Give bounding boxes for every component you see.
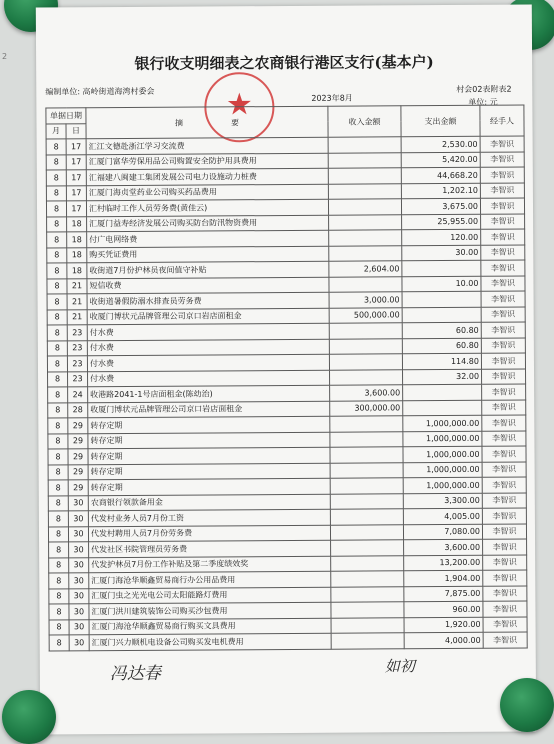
page-title: 银行收支明细表之农商银行港区支行(基本户): [134, 53, 434, 73]
form-code: 村会02表附表2: [456, 84, 512, 94]
expense-cell: 60.80: [402, 338, 481, 354]
month-cell: 8: [49, 542, 69, 558]
handler-cell: 李智识: [481, 291, 525, 307]
income-cell: [330, 478, 403, 494]
expense-cell: 7,875.00: [404, 586, 483, 602]
month-cell: 8: [47, 294, 67, 310]
day-cell: 17: [66, 139, 86, 155]
day-cell: 28: [68, 402, 88, 418]
income-cell: [329, 230, 402, 246]
summary-cell: 付广电网络费: [87, 230, 329, 247]
handler-cell: 李智识: [483, 539, 527, 555]
day-cell: 17: [66, 170, 86, 186]
summary-cell: 收港路2041-1号店面租金(陈幼治): [88, 385, 330, 402]
day-cell: 30: [69, 604, 89, 620]
summary-cell: 汇厦门兴力顺机电设备公司购买发电机费用: [89, 633, 331, 650]
summary-cell: 汇厦门富华劳保用品公司购置安全防护用具费用: [86, 153, 328, 170]
summary-cell: 付水费: [87, 323, 329, 340]
income-cell: [330, 509, 403, 525]
expense-cell: 1,904.00: [404, 570, 483, 586]
day-cell: 30: [69, 542, 89, 558]
pushpin-bottom-right: [500, 678, 554, 732]
handler-cell: 李智识: [483, 617, 527, 633]
income-cell: [331, 602, 404, 618]
expense-cell: 1,000,000.00: [403, 462, 482, 478]
expense-cell: 1,000,000.00: [403, 477, 482, 493]
expense-cell: 4,000.00: [404, 632, 483, 648]
month-cell: 8: [49, 573, 69, 589]
day-cell: 30: [69, 619, 89, 635]
expense-cell: 1,000,000.00: [403, 431, 482, 447]
income-cell: [329, 214, 402, 230]
handler-cell: 李智识: [482, 508, 526, 524]
day-cell: 23: [67, 356, 87, 372]
day-cell: 23: [67, 340, 87, 356]
summary-cell: 转存定期: [88, 478, 330, 495]
summary-cell: 收厦门博状元品牌管理公司京口岩店面租金: [87, 308, 329, 325]
summary-cell: 付水费: [88, 370, 330, 387]
day-cell: 29: [68, 418, 88, 434]
day-cell: 29: [68, 449, 88, 465]
income-cell: [330, 462, 403, 478]
income-cell: 300,000.00: [330, 400, 403, 416]
handler-cell: 李智识: [480, 198, 524, 214]
summary-cell: 转存定期: [88, 432, 330, 449]
income-cell: [330, 431, 403, 447]
day-cell: 30: [69, 573, 89, 589]
handler-cell: 李智识: [480, 136, 524, 152]
table-header-row: [46, 105, 524, 123]
income-cell: 3,000.00: [329, 292, 402, 308]
summary-cell: 收街道暑假防溺水排查员劳务费: [87, 292, 329, 309]
income-header: 收入金额: [328, 106, 401, 137]
income-cell: [331, 586, 404, 602]
expense-cell: [403, 384, 482, 400]
summary-cell: 付水费: [87, 339, 329, 356]
expense-cell: 1,000,000.00: [403, 446, 482, 462]
handler-cell: 李智识: [481, 338, 525, 354]
handler-cell: 李智识: [481, 214, 525, 230]
day-cell: 18: [67, 247, 87, 263]
income-cell: [329, 323, 402, 339]
summary-cell: 转存定期: [88, 463, 330, 480]
expense-cell: 3,675.00: [401, 198, 480, 214]
day-cell: 17: [66, 154, 86, 170]
month-cell: 8: [47, 325, 67, 341]
day-cell: 18: [67, 216, 87, 232]
summary-header: 摘 要: [86, 106, 328, 138]
month-cell: 8: [48, 418, 68, 434]
summary-cell: 农商银行领款备用金: [88, 494, 330, 511]
income-cell: [328, 152, 401, 168]
expense-cell: 5,420.00: [401, 152, 480, 168]
handler-cell: 李智识: [483, 632, 527, 648]
month-cell: 8: [46, 154, 66, 170]
expense-cell: 10.00: [402, 276, 481, 292]
handler-cell: 李智识: [482, 415, 526, 431]
day-header: 日: [66, 123, 86, 139]
handler-cell: 李智识: [483, 601, 527, 617]
summary-cell: 代发村业务人员7月份工资: [88, 509, 330, 526]
month-cell: 8: [47, 263, 67, 279]
income-cell: [331, 571, 404, 587]
day-cell: 21: [67, 278, 87, 294]
handler-cell: 李智识: [482, 400, 526, 416]
handler-cell: 李智识: [482, 493, 526, 509]
day-cell: 23: [67, 325, 87, 341]
handler-cell: 李智识: [480, 167, 524, 183]
income-cell: [329, 276, 402, 292]
handler-cell: 李智识: [481, 353, 525, 369]
day-cell: 30: [68, 526, 88, 542]
day-cell: 30: [69, 588, 89, 604]
handler-cell: 李智识: [482, 477, 526, 493]
expense-cell: 2,530.00: [401, 136, 480, 152]
month-cell: 8: [47, 340, 67, 356]
expense-cell: 3,600.00: [404, 539, 483, 555]
day-cell: 30: [69, 635, 89, 651]
signature-left: 冯达春: [109, 663, 161, 685]
expense-cell: [402, 260, 481, 276]
handler-cell: 李智识: [482, 462, 526, 478]
income-cell: [331, 540, 404, 556]
expense-cell: 1,202.10: [401, 183, 480, 199]
unit-label: 编制单位: 高岭街道海湾村委会: [45, 86, 155, 97]
income-cell: [329, 245, 402, 261]
summary-cell: 代发社区书院管理员劳务费: [89, 540, 331, 557]
summary-cell: 代发村聘用人员7月份劳务费: [88, 525, 330, 542]
summary-cell: 汇福建八闽建工集团发展公司电力设施动力桩费: [86, 168, 328, 185]
summary-cell: 汇厦门海沧华顺鑫贸易商行办公用品费用: [89, 571, 331, 588]
month-header: 月: [46, 123, 66, 139]
ledger-table: [45, 105, 527, 651]
income-cell: [328, 199, 401, 215]
handler-cell: 李智识: [480, 152, 524, 168]
income-cell: [331, 555, 404, 571]
month-cell: 8: [49, 557, 69, 573]
handler-cell: 李智识: [483, 555, 527, 571]
summary-cell: 转存定期: [88, 447, 330, 464]
seal-star-icon: ★: [225, 87, 253, 123]
day-cell: 30: [69, 557, 89, 573]
summary-cell: 代发护林员7月份工作补贴及第二季度绩效奖: [89, 556, 331, 573]
day-cell: 29: [68, 464, 88, 480]
handler-cell: 李智识: [482, 524, 526, 540]
income-cell: [330, 447, 403, 463]
day-cell: 23: [68, 371, 88, 387]
income-cell: [328, 183, 401, 199]
expense-cell: 44,668.20: [401, 167, 480, 183]
month-cell: 8: [47, 216, 67, 232]
handler-cell: 李智识: [481, 276, 525, 292]
month-cell: 8: [49, 635, 69, 651]
handler-cell: 李智识: [481, 369, 525, 385]
income-cell: [328, 168, 401, 184]
handler-cell: 李智识: [483, 570, 527, 586]
day-cell: 24: [68, 387, 88, 403]
expense-cell: 32.00: [403, 369, 482, 385]
expense-cell: 60.80: [402, 322, 481, 338]
day-cell: 18: [67, 263, 87, 279]
income-cell: [328, 137, 401, 153]
currency-unit: 单位: 元: [468, 97, 498, 107]
handler-cell: 李智识: [480, 183, 524, 199]
pushpin-bottom-left: [2, 690, 56, 744]
expense-cell: 25,955.00: [402, 214, 481, 230]
summary-cell: 付水费: [87, 354, 329, 371]
side-mark: 2: [2, 52, 8, 61]
handler-cell: 李智识: [481, 245, 525, 261]
income-cell: [331, 617, 404, 633]
summary-cell: 汇厦门海贞堂药业公司购买药品费用: [86, 184, 328, 201]
month-cell: 8: [46, 185, 66, 201]
handler-cell: 李智识: [481, 229, 525, 245]
month-cell: 8: [48, 387, 68, 403]
income-cell: [331, 633, 404, 649]
expense-cell: 1,920.00: [404, 617, 483, 633]
expense-cell: 4,005.00: [403, 508, 482, 524]
day-cell: 21: [67, 294, 87, 310]
expense-cell: 13,200.00: [404, 555, 483, 571]
date-group-header: 单据日期: [46, 108, 86, 124]
handler-cell: 李智识: [481, 307, 525, 323]
expense-cell: 3,300.00: [403, 493, 482, 509]
month-cell: 8: [49, 619, 69, 635]
month-cell: 8: [49, 588, 69, 604]
day-cell: 29: [68, 480, 88, 496]
summary-cell: 转存定期: [88, 416, 330, 433]
day-cell: 30: [68, 511, 88, 527]
month-cell: 8: [48, 495, 68, 511]
summary-cell: 购买凭证费用: [87, 246, 329, 263]
month-cell: 8: [46, 139, 66, 155]
month-cell: 8: [48, 433, 68, 449]
expense-cell: 960.00: [404, 601, 483, 617]
expense-cell: [403, 400, 482, 416]
day-cell: 18: [67, 232, 87, 248]
signature-right: 如初: [384, 657, 415, 676]
month-cell: 8: [46, 201, 66, 217]
summary-cell: 收厦门博状元品牌管理公司京口岩店面租金: [88, 401, 330, 418]
month-cell: 8: [48, 371, 68, 387]
expense-cell: 120.00: [402, 229, 481, 245]
expense-cell: 114.80: [402, 353, 481, 369]
expense-cell: 7,080.00: [403, 524, 482, 540]
month-cell: 8: [46, 170, 66, 186]
month-cell: 8: [48, 449, 68, 465]
handler-cell: 李智识: [482, 384, 526, 400]
day-cell: 17: [66, 201, 86, 217]
expense-cell: [402, 307, 481, 323]
handler-cell: 李智识: [481, 322, 525, 338]
handler-cell: 李智识: [483, 586, 527, 602]
ledger-sheet: [36, 4, 536, 734]
summary-cell: 短信收费: [87, 277, 329, 294]
expense-cell: [402, 291, 481, 307]
month-cell: 8: [48, 464, 68, 480]
month-cell: 8: [47, 232, 67, 248]
month-cell: 8: [47, 356, 67, 372]
month-cell: 8: [47, 278, 67, 294]
expense-cell: 1,000,000.00: [403, 415, 482, 431]
income-cell: [330, 493, 403, 509]
month-cell: 8: [47, 309, 67, 325]
summary-cell: 收街道7月份护林员夜间值守补贴: [87, 261, 329, 278]
month-cell: 8: [48, 526, 68, 542]
table-row: [49, 632, 527, 650]
income-cell: [330, 416, 403, 432]
summary-cell: 汇厦门海沧华顺鑫贸易商行购买文具费用: [89, 618, 331, 635]
day-cell: 21: [67, 309, 87, 325]
expense-header: 支出金额: [401, 105, 480, 136]
handler-header: 经手人: [480, 105, 524, 136]
day-cell: 29: [68, 433, 88, 449]
income-cell: 3,600.00: [330, 385, 403, 401]
handler-cell: 李智识: [482, 446, 526, 462]
summary-cell: 汇江文德赴浙江学习交流费: [86, 137, 328, 154]
income-cell: [329, 354, 402, 370]
summary-cell: 汇厦门洪川建筑装饰公司购买沙包费用: [89, 602, 331, 619]
summary-cell: 汇村临时工作人员劳务费(黄佳云): [86, 199, 328, 216]
month-cell: 8: [49, 604, 69, 620]
month-cell: 8: [48, 511, 68, 527]
month-cell: 8: [48, 402, 68, 418]
income-cell: [330, 524, 403, 540]
income-cell: 2,604.00: [329, 261, 402, 277]
handler-cell: 李智识: [482, 431, 526, 447]
income-cell: [330, 369, 403, 385]
month-cell: 8: [48, 480, 68, 496]
summary-cell: 汇厦门虫之光光电公司太阳能路灯费用: [89, 587, 331, 604]
day-cell: 30: [68, 495, 88, 511]
day-cell: 17: [66, 185, 86, 201]
income-cell: [329, 338, 402, 354]
month-cell: 8: [47, 247, 67, 263]
income-cell: 500,000.00: [329, 307, 402, 323]
ledger-body: [46, 136, 527, 650]
period-label: 2023年8月: [311, 93, 353, 103]
summary-cell: 汇厦门益寿经济发展公司购买防台防汛物资费用: [87, 215, 329, 232]
handler-cell: 李智识: [481, 260, 525, 276]
expense-cell: 30.00: [402, 245, 481, 261]
